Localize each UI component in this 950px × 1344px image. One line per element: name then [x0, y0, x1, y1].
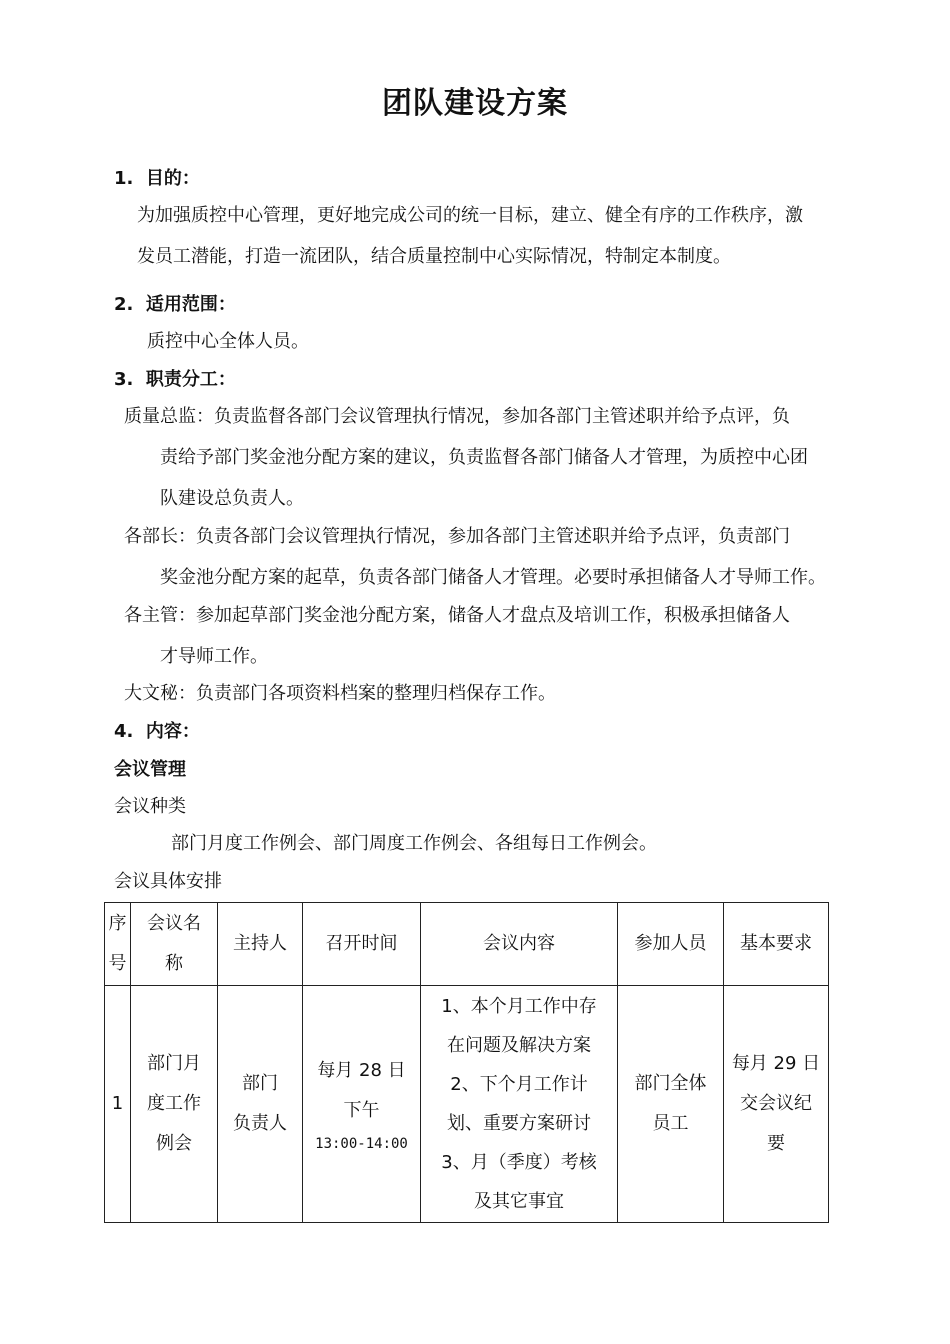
time-range: 13:00-14:00 — [315, 1136, 408, 1152]
section-number: 3. — [114, 369, 134, 390]
paragraph-line: 各部长：负责各部门会议管理执行情况，参加各部门主管述职并给予点评，负责部门 — [124, 526, 790, 547]
paragraph-line: 质控中心全体人员。 — [147, 331, 309, 352]
header-cell-time: 召开时间 — [303, 903, 421, 986]
section-title: 目的： — [145, 168, 200, 189]
header-cell-requirement: 基本要求 — [724, 903, 829, 986]
cell-attendees: 部门全体 员工 — [618, 986, 724, 1223]
header-cell-attendees: 参加人员 — [618, 903, 724, 986]
header-cell-content: 会议内容 — [421, 903, 618, 986]
paragraph-line: 队建设总负责人。 — [160, 488, 304, 509]
table-header-row — [105, 903, 829, 986]
cell-content: 1、本个月工作中存 在问题及解决方案 2、下个月工作计 划、重要方案研讨 3、月（季度）考核 及其它事宜 — [421, 986, 618, 1223]
cell-no: 1 — [105, 986, 131, 1223]
meeting-management-heading: 会议管理 — [114, 759, 186, 780]
meeting-schedule-label: 会议具体安排 — [114, 871, 222, 892]
section-4-heading — [114, 717, 200, 743]
cell-requirement: 每月 29 日 交会议纪 要 — [724, 986, 829, 1223]
section-number: 4. — [114, 721, 134, 742]
time-main: 每月 28 日 下午 — [317, 1060, 406, 1121]
meeting-types-label: 会议种类 — [114, 796, 186, 817]
section-1-heading — [114, 164, 200, 190]
section-2-heading — [114, 290, 236, 316]
page-title: 团队建设方案 — [382, 86, 568, 121]
header-cell-host: 主持人 — [218, 903, 303, 986]
paragraph-line: 奖金池分配方案的起草，负责各部门储备人才管理。必要时承担储备人才导师工作。 — [160, 567, 826, 588]
section-3-heading — [114, 365, 236, 391]
meeting-schedule-table — [104, 902, 829, 1223]
meeting-types-text: 部门月度工作例会、部门周度工作例会、各组每日工作例会。 — [171, 833, 657, 854]
paragraph-line: 质量总监：负责监督各部门会议管理执行情况，参加各部门主管述职并给予点评，负 — [124, 406, 790, 427]
section-title: 职责分工： — [145, 369, 236, 390]
section-number: 1. — [114, 168, 134, 189]
header-cell-name: 会议名 称 — [131, 903, 218, 986]
section-title: 适用范围： — [145, 294, 236, 315]
section-title: 内容： — [145, 721, 200, 742]
section-number: 2. — [114, 294, 134, 315]
header-cell-no: 序 号 — [105, 903, 131, 986]
paragraph-line: 才导师工作。 — [160, 646, 268, 667]
paragraph-line: 发员工潜能，打造一流团队，结合质量控制中心实际情况，特制定本制度。 — [137, 246, 731, 267]
cell-time — [303, 986, 421, 1223]
paragraph-line: 各主管：参加起草部门奖金池分配方案，储备人才盘点及培训工作，积极承担储备人 — [124, 605, 790, 626]
paragraph-line: 为加强质控中心管理，更好地完成公司的统一目标，建立、健全有序的工作秩序，激 — [137, 205, 803, 226]
table-row — [105, 986, 829, 1223]
paragraph-line: 大文秘：负责部门各项资料档案的整理归档保存工作。 — [124, 683, 556, 704]
cell-name: 部门月 度工作 例会 — [131, 986, 218, 1223]
cell-host: 部门 负责人 — [218, 986, 303, 1223]
paragraph-line: 责给予部门奖金池分配方案的建议，负责监督各部门储备人才管理，为质控中心团 — [160, 447, 808, 468]
